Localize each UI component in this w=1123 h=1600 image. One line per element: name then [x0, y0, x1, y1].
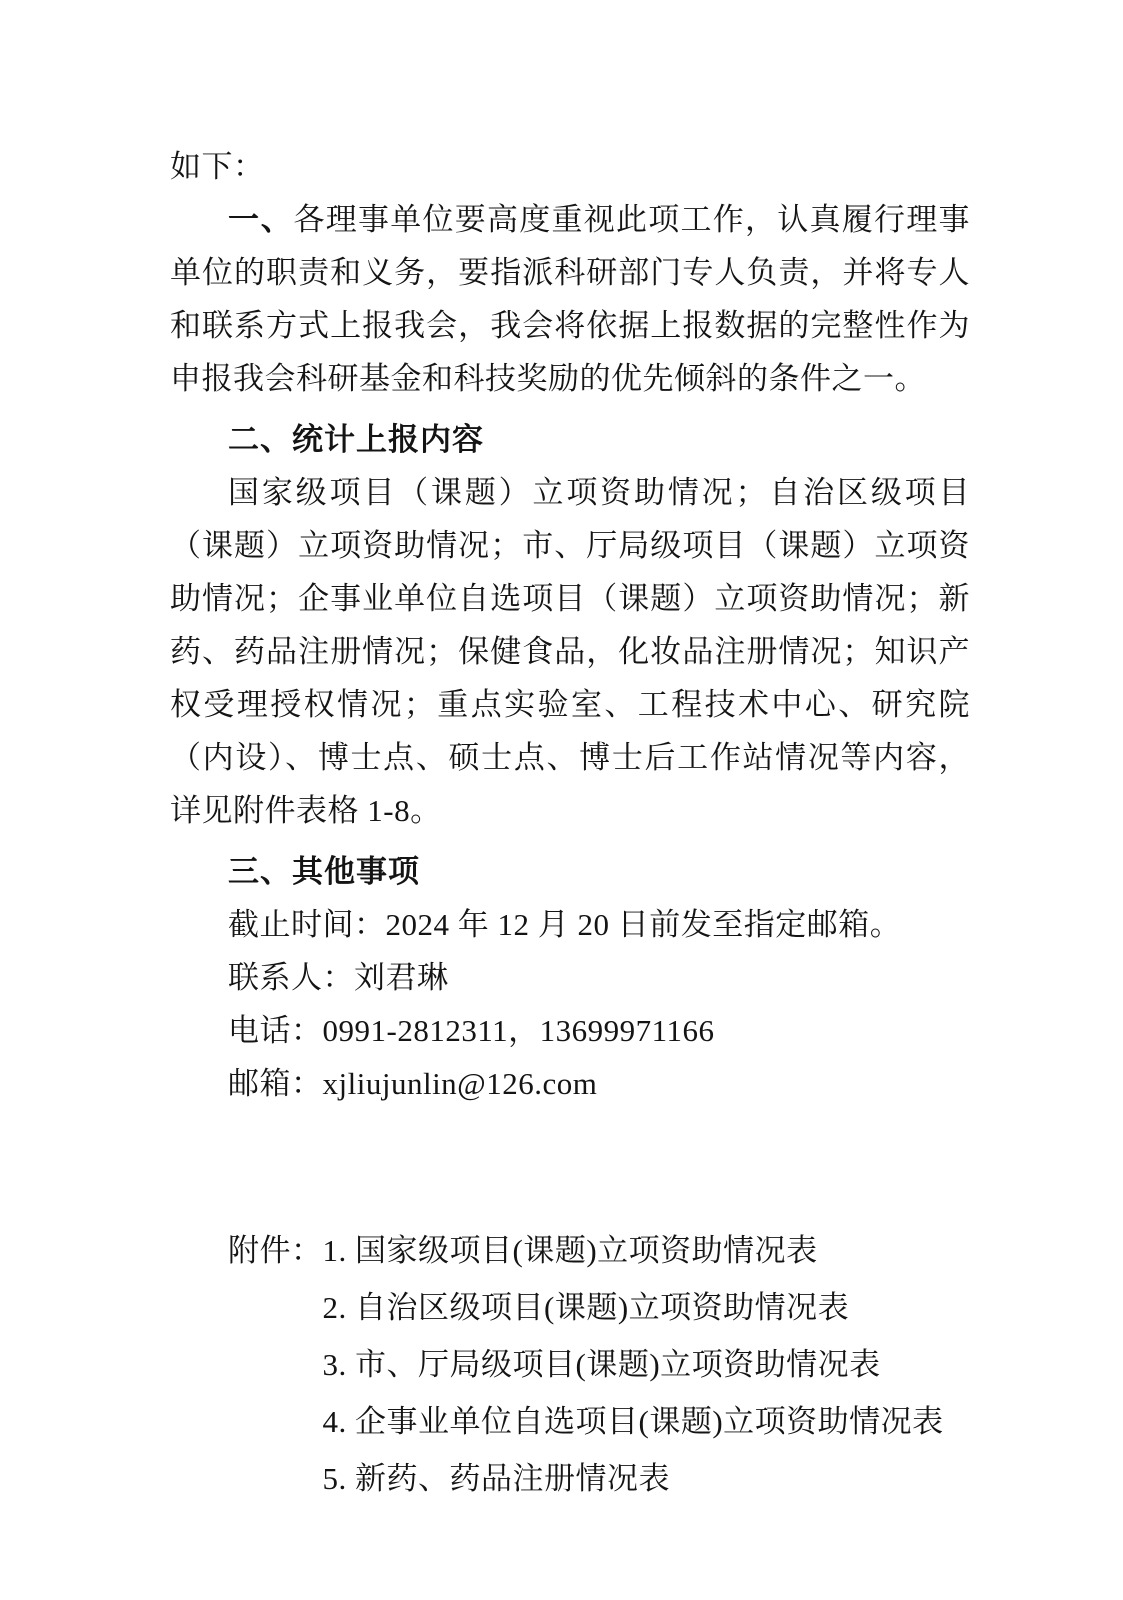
attachment-item-2: 2. 自治区级项目(课题)立项资助情况表 — [322, 1290, 850, 1325]
contact-person-line: 联系人：刘君琳 — [228, 960, 449, 995]
attachments-block — [228, 1222, 970, 1507]
intro-line: 如下： — [170, 149, 265, 184]
section-1-text: 各理事单位要高度重视此项工作，认真履行理事单位的职责和义务，要指派科研部门专人负责，并将专人和联系方式上报我会，我会将依据上报数据的完整性作为申报我会科研基金和科技奖励的优先倾斜的条件之一。 — [170, 202, 970, 396]
email-line: 邮箱：xjliujunlin@126.com — [228, 1066, 598, 1101]
section-1-number: 一、 — [228, 202, 294, 237]
attachment-item-1: 1. 国家级项目(课题)立项资助情况表 — [322, 1233, 818, 1268]
section-3-heading: 三、其他事项 — [228, 854, 420, 889]
section-2-paragraph: 国家级项目（课题）立项资助情况；自治区级项目（课题）立项资助情况；市、厅局级项目（课题）立项资助情况；企事业单位自选项目（课题）立项资助情况；新药、药品注册情况；保健食品，化妆品注册情况；知识产权受理授权情况；重点实验室、工程技术中心、研究院（内设）、博士点、硕士点、博士后工作站情况等内容，详见附件表格 1-8。 — [170, 475, 970, 828]
attachment-item-4: 4. 企事业单位自选项目(课题)立项资助情况表 — [322, 1404, 944, 1439]
section-2-heading: 二、统计上报内容 — [228, 422, 484, 457]
phone-line: 电话：0991-2812311，13699971166 — [228, 1013, 715, 1048]
attachment-item-3: 3. 市、厅局级项目(课题)立项资助情况表 — [322, 1347, 881, 1382]
attachments-list — [323, 1222, 971, 1507]
deadline-line: 截止时间：2024 年 12 月 20 日前发至指定邮箱。 — [228, 907, 902, 942]
section-1-paragraph — [170, 193, 970, 405]
attachments-label: 附件： — [228, 1233, 323, 1268]
attachment-item-5: 5. 新药、药品注册情况表 — [322, 1461, 670, 1496]
